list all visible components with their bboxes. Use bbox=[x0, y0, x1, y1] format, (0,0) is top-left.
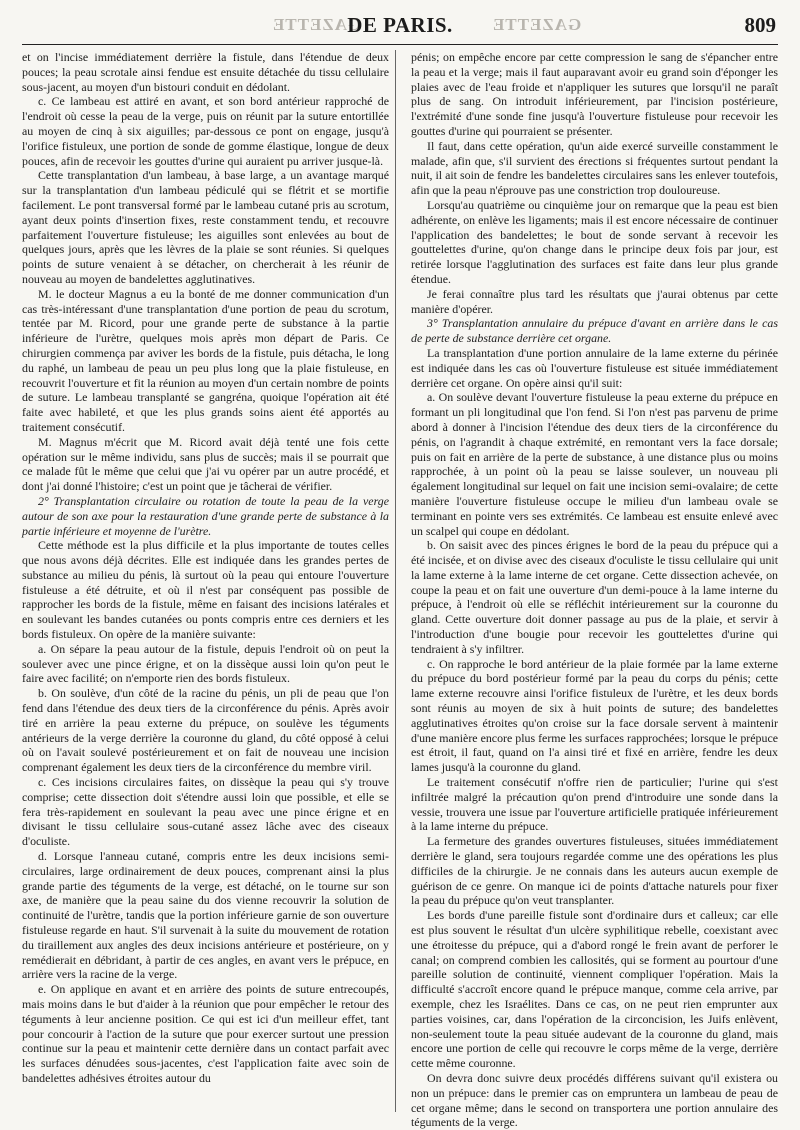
paragraph: Le traitement consécutif n'offre rien de particulier; l'urine qui s'est infiltrée malgré la précaution qu'on prend d'introduire une sonde dans la vessie, trouvera une issue par l'ouverture artificielle pratiquée inférieurement à la lame interne du prépuce. bbox=[411, 775, 778, 834]
text-columns bbox=[22, 50, 778, 1130]
paragraph: b. On soulève, d'un côté de la racine du pénis, un pli de peau que l'on fend dans l'étendue des deux tiers de la circonférence du pénis. Après avoir tiré en arrière la peau externe du prépuce, on soulève les téguments antérieurs de la verge derrière la couronne du gland, du côté opposé à celui où on l'avait soulevé postérieurement et on fait de nouveau une incision comprenant également les deux tiers de la circonférence du membre viril. bbox=[22, 686, 389, 775]
paragraph: Lorsqu'au quatrième ou cinquième jour on remarque que la peau est bien adhérente, on enlève les ligaments; mais il est encore nécessaire de continuer l'application des bandelettes; le bout de sonde servant à recevoir les gouttelettes d'urine, qu'on change dans le principe deux fois par jour, est retirée lorsque l'agglutination des surfaces est faite dans leur plus grande étendue. bbox=[411, 197, 778, 286]
paragraph: b. On saisit avec des pinces érignes le bord de la peau du prépuce qui a été incisée, et on divise avec des ciseaux d'oculiste le tissu cellulaire qui unit la lame externe à la lame interne de cet organe. Cette dissection achevée, on coupe la peau et on fait une ouverture d'un demi-pouce à la lame interne du prépuce, à l'endroit où elle se réfléchit intérieurement sur la couronne du gland. Cette ouverture doit donner passage au pus de la plaie, et servir à l'introduction d'une bougie pour recevoir les gouttelettes d'urine qui tendraient à s'y infiltrer. bbox=[411, 538, 778, 656]
page-number: 809 bbox=[744, 13, 776, 37]
paragraph: Cette méthode est la plus difficile et la plus importante de toutes celles que nous avons déjà décrites. Elle est indiquée dans les grandes pertes de substance au milieu du pénis, là surtout où la peau qui entoure l'ouverture fistuleuse a été détruite, et où il n'est par conséquent pas possible de rapprocher les bords de la fistule, même en faisant des incisions latérales et en soulevant les bandes cutanées ou ponts compris entre ces derniers et les bords fistuleux. On opère de la manière suivante: bbox=[22, 538, 389, 642]
paragraph: Je ferai connaître plus tard les résultats que j'aurai obtenus par cette manière d'opérer. bbox=[411, 286, 778, 316]
paragraph: c. On rapproche le bord antérieur de la plaie formée par la lame externe du prépuce du bord postérieur formé par la peau du corps du pénis; cette lame externe recouvre ainsi l'orifice fistuleux de l'urètre, et les deux bords sont réunis au moyen de six à huit points de suture; des bandelettes agglutinatives étroites qu'on croise sur la face dorsale servent à maintenir d'une manière encore plus ferme les surfaces rapprochées; lorsque le prépuce est étroit, il faut, quand on l'a ainsi tiré et fixé en arrière, fendre les deux lames jusqu'à la couronne du gland. bbox=[411, 656, 778, 775]
paragraph: c. Ces incisions circulaires faites, on dissèque la peau qui s'y trouve comprise; cette dissection doit s'étendre aussi loin que possible, et elle se fera très-rapidement en soulevant la peau avec une pince érigne et en divisant le tissu cellulaire sous-cutané assez lâche avec des ciseaux d'oculiste. bbox=[22, 775, 389, 849]
section-heading: 2° Transplantation circulaire ou rotation de toute la peau de la verge autour de son axe pour la restauration d'une grande perte de substance à la partie inférieure et moyenne de l'urètre. bbox=[22, 493, 389, 538]
paragraph: Il faut, dans cette opération, qu'un aide exercé surveille constamment le malade, afin que, s'il survient des érections si fréquentes surtout pendant la nuit, il ait soin de fendre les bandelettes circulaires sans les enlever toutefois, afin que la peau n'éprouve pas une constriction trop douloureuse. bbox=[411, 138, 778, 198]
paragraph: a. On soulève devant l'ouverture fistuleuse la peau externe du prépuce en formant un pli longitudinal que l'on fend. Si l'on n'est pas parvenu de prime abord à donner à l'incision l'étendue des deux tiers de la circonférence du pénis, on l'agrandit à chaque extrémité, en remontant vers la face dorsale; puis on fait en arrière de la perte de substance, à une distance plus ou moins rapprochée, à un point où la peau se laisse soulever, un nouveau pli également longitudinal sur lequel on fait une incision semi-ovalaire; de cette manière l'ouverture fistuleuse occupe le milieu d'un lambeau ovale se terminant en pointe vers ses extrémités. Ce lambeau est ensuite enlevé avec un scalpel qui coupe en dédolant. bbox=[411, 390, 778, 538]
paragraph: pénis; on empêche encore par cette compression le sang de s'épancher entre la peau et la verge; mais il faut auparavant avoir eu grand soin d'éponger les plaies avec de l'eau froide et n'appliquer les sutures que lorsqu'il ne paraît plus de sang. On introduit inférieurement, par l'incision postérieure, l'extrémité d'une sonde fine jusqu'à l'ouverture fistuleuse pour recevoir les gouttes d'urine qui pourraient se présenter. bbox=[411, 50, 778, 138]
paragraph: et on l'incise immédiatement derrière la fistule, dans l'étendue de deux pouces; la peau scrotale ainsi fendue est ensuite détachée du tissu cellulaire sous-jacent, au moyen d'un bistouri conduit en dédolant. bbox=[22, 50, 389, 94]
paragraph: e. On applique en avant et en arrière des points de suture entrecoupés, mais moins dans le but d'aider à la réunion que pour empêcher le retour des téguments à leur ancienne position. Ce qui est ici d'un meilleur effet, tant pour concourir à l'action de la suture que pour exercer surtout une pression continue sur la peau et maintenir cette dernière dans un contact parfait avec les surfaces dénudées sous-jacentes, c'est l'application faite avec soin de bandelettes adhésives étroites autour du bbox=[22, 982, 389, 1085]
paragraph: Cette transplantation d'un lambeau, à base large, a un avantage marqué sur la transplantation d'un lambeau pédiculé qui se flétrit et se mortifie facilement. Le pont transversal formé par le lambeau cutané pris au scrotum, ayant deux points d'insertion fixes, reste constamment tendu, et recouvre parfaitement l'ouverture fistuleuse; les aiguilles sont enlevées au bout de quelques jours, après que les lèvres de la plaie se sont réunies. Si quelques points de suture venaient à se détacher, on chercherait à les réunir de nouveau au moyen de bandelettes agglutinatives. bbox=[22, 168, 389, 286]
paragraph: a. On sépare la peau autour de la fistule, depuis l'endroit où on peut la soulever avec une pince érigne, et on la dissèque aussi loin qu'on peut le faire avec facilité; on n'emporte rien des bords fistuleux. bbox=[22, 641, 389, 686]
left-column bbox=[22, 50, 396, 1112]
paragraph: On devra donc suivre deux procédés différens suivant qu'il existera ou non un prépuce: dans le premier cas on empruntera un lambeau de peau de cet organe même; dans le second on transportera une portion annulaire des téguments de la verge. bbox=[411, 1070, 778, 1130]
paragraph: La transplantation d'une portion annulaire de la lame externe du périnée est indiquée dans les cas où l'ouverture fistuleuse est située immédiatement derrière cet organe. On opère ainsi qu'il suit: bbox=[411, 345, 778, 390]
right-column bbox=[411, 50, 778, 1130]
paragraph: c. Ce lambeau est attiré en avant, et son bord antérieur rapproché de l'endroit où cesse la peau de la verge, puis on réunit par la suture entortillée au moyen de cinq à six aiguilles; par-dessous ce pont on engage, jusqu'à l'orifice fistuleux, une portion de sonde de gomme élastique, longue de deux pouces, afin de recevoir les gouttes d'urine qui auraient pu arriver jusque-là. bbox=[22, 94, 389, 168]
paragraph: M. le docteur Magnus a eu la bonté de me donner communication d'un cas très-intéressant d'une transplantation d'une portion de peau du scrotum, tentée par M. Ricord, pour une grande perte de substance à la partie inférieure de l'urètre, quelques mois après mon départ de Paris. Ce chirurgien commença par aviver les bords de la fistule, puis détacha, le long du raphé, un lambeau de peau un peu plus long que la plaie fistuleuse, en recouvrit l'ouverture et fit la réunion au moyen d'un certain nombre de points de suture. Le lambeau transplanté se gangréna, quoique l'opération ait été faite avec habileté, et que les plus grands soins aient été apportés au traitement consécutif. bbox=[22, 286, 389, 434]
section-heading: 3° Transplantation annulaire du prépuce d'avant en arrière dans le cas de perte de substance derrière cet organe. bbox=[411, 316, 778, 346]
paragraph: d. Lorsque l'anneau cutané, compris entre les deux incisions semi-circulaires, large ordinairement de deux pouces, comprenant ainsi la plus grande partie des téguments de la verge, est détaché, on le tourne sur son axe, de manière que la peau saine du dos vienne recouvrir la solution de continuité de l'urètre, tandis que la portion inférieure garnie de son ouverture fistuleuse regarde en haut. S'il survenait à la suite du mouvement de rotation du tiraillement aux angles des deux incisions antérieure et postérieure, on y remédierait en débridant, à partir de ces angles, en avant vers le prépuce, en arrière vers la racine de la verge. bbox=[22, 849, 389, 982]
bleed-through-text-left: GAZETTE bbox=[272, 15, 362, 34]
bleed-through-text-right: GAZETTE bbox=[492, 15, 582, 34]
paragraph: La fermeture des grandes ouvertures fistuleuses, situées immédiatement derrière le gland, sera toujours regardée comme une des opérations les plus difficiles de la chirurgie. Je ne connais dans les auteurs aucun exemple de guérison de ce genre. On manque ici de points d'attache naturels pour fixer la peau du prépuce qu'on veut transplanter. bbox=[411, 834, 778, 908]
page-header bbox=[22, 8, 778, 45]
paragraph: M. Magnus m'écrit que M. Ricord avait déjà tenté une fois cette opération sur le même individu, sans plus de succès; mais il se pourrait que ce malade fût le même que celui que j'ai vu opérer par un autre procédé, et dont j'ai donné l'histoire; c'est un point que je tâcherai de vérifier. bbox=[22, 434, 389, 494]
masthead-title: DE PARIS. bbox=[347, 13, 453, 37]
paragraph: Les bords d'une pareille fistule sont d'ordinaire durs et calleux; car elle est plus souvent le résultat d'un ulcère syphilitique rebelle, coexistant avec une étroitesse du prépuce, qui a d'abord rongé le frein avant de perforer le canal; on comprend combien les callosités, qui se forment au pourtour d'une pareille solution de continuité, viennent compliquer l'opération. Mais la difficulté s'accroît encore quand le prépuce manque, comme cela arrive, par exemple, chez les Israélites. Dans ce cas, on ne peut rien emprunter aux parties voisines, car, dans l'opération de la circoncision, les Juifs enlèvent, non-seulement toute la peau située audevant de la couronne du gland, mais encore une portion de celle qui recouvre le corps même de la verge, derrière cette même couronne. bbox=[411, 908, 778, 1071]
